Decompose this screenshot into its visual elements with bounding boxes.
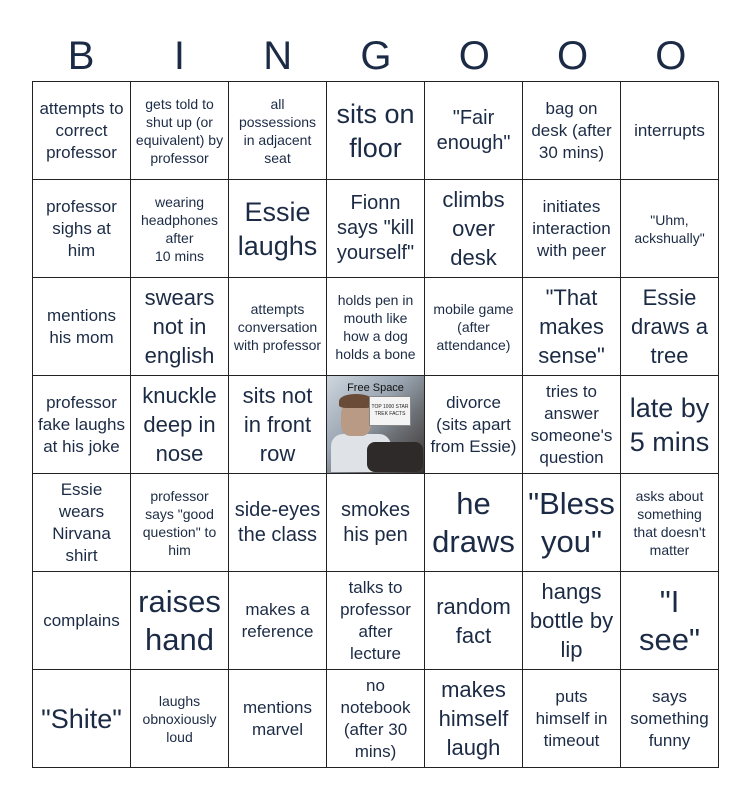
cell-text: complains [43, 610, 120, 630]
bingo-cell[interactable] [229, 376, 327, 474]
cell-text: talks to professor after lecture [340, 577, 411, 663]
bingo-cell[interactable] [229, 670, 327, 768]
header-letter: N [263, 34, 293, 78]
cell-text: bag on desk (after 30 mins) [531, 98, 612, 162]
cell-text: hangs bottle by lip [529, 579, 614, 662]
bingo-cell[interactable] [131, 474, 229, 572]
cell-text: he draws [432, 485, 515, 559]
bingo-cell[interactable] [425, 670, 523, 768]
cell-text: side-eyes the class [234, 498, 321, 546]
cell-text: attempts conversation with professor [233, 300, 322, 353]
bingo-cell[interactable] [523, 670, 621, 768]
header-letter: O [458, 34, 490, 78]
cell-text: says something funny [630, 686, 709, 750]
header-letter: B [67, 34, 95, 78]
header-letter: O [557, 34, 589, 78]
bingo-cell[interactable] [425, 82, 523, 180]
cell-text: professor sighs at him [46, 196, 117, 260]
bingo-cell[interactable] [33, 572, 131, 670]
cell-text: raises hand [138, 583, 221, 657]
cell-text: "Shite" [41, 703, 122, 734]
cell-text: knuckle deep in nose [142, 383, 217, 466]
bingo-cell[interactable] [425, 180, 523, 278]
cell-text: all possessions in adjacent seat [238, 95, 317, 166]
bingo-cell[interactable] [425, 376, 523, 474]
cell-text: late by 5 mins [629, 392, 710, 457]
bingo-cell[interactable] [327, 278, 425, 376]
cell-text: "That makes sense" [538, 285, 605, 368]
bingo-cell[interactable] [425, 278, 523, 376]
cell-text: gets told to shut up (or equivalent) by professor [135, 95, 224, 166]
bingo-cell[interactable] [327, 474, 425, 572]
cell-text: Essie laughs [237, 196, 318, 261]
cell-text: random fact [436, 593, 511, 648]
cell-text: interrupts [634, 120, 705, 140]
bingo-cell[interactable] [425, 474, 523, 572]
bingo-cell[interactable] [229, 278, 327, 376]
free-space-label: Free Space [347, 382, 404, 394]
bingo-grid [32, 81, 719, 768]
cell-text: attempts to correct professor [39, 98, 124, 162]
cell-text: mentions his mom [47, 305, 116, 347]
sign-text: TOP 1000 STAR TREK FACTS [369, 396, 411, 426]
cell-text: mentions marvel [243, 697, 312, 739]
bingo-cell[interactable] [621, 474, 719, 572]
cell-text: laughs obnoxiously loud [142, 692, 217, 745]
bingo-cell[interactable] [621, 572, 719, 670]
bingo-cell[interactable] [229, 82, 327, 180]
bingo-cell[interactable] [621, 670, 719, 768]
cell-text: sits not in front row [242, 383, 313, 466]
bingo-cell[interactable] [131, 376, 229, 474]
cell-text: divorce (sits apart from Essie) [430, 392, 517, 456]
bingo-cell[interactable] [523, 474, 621, 572]
bingo-cell[interactable] [523, 82, 621, 180]
cell-text: smokes his pen [341, 498, 410, 546]
cell-text: "Uhm, ackshually" [634, 211, 705, 246]
bingo-cell[interactable] [523, 572, 621, 670]
cell-text: "Fair enough" [436, 106, 511, 154]
bingo-cell[interactable] [33, 278, 131, 376]
bingo-cell[interactable] [33, 180, 131, 278]
bingo-cell[interactable] [523, 376, 621, 474]
bingo-cell[interactable] [327, 82, 425, 180]
bingo-cell[interactable] [229, 572, 327, 670]
cell-text: wearing headphones after 10 mins [140, 193, 219, 264]
cell-text: makes a reference [241, 599, 314, 641]
bingo-cell[interactable] [33, 670, 131, 768]
cell-text: makes himself laugh [438, 677, 509, 760]
cell-text: professor says "good question" to him [142, 487, 217, 558]
cell-text: professor fake laughs at his joke [38, 392, 125, 456]
bingo-cell[interactable] [131, 278, 229, 376]
cell-text: "I see" [639, 583, 700, 657]
header-letter: I [173, 34, 185, 78]
cell-text: mobile game (after attendance) [433, 300, 514, 353]
bingo-cell[interactable] [33, 474, 131, 572]
header-letter: G [360, 34, 392, 78]
bingo-cell[interactable] [131, 670, 229, 768]
bingo-cell[interactable] [33, 376, 131, 474]
bingo-cell[interactable] [621, 180, 719, 278]
bingo-cell[interactable] [33, 82, 131, 180]
cell-text: climbs over desk [442, 187, 505, 270]
cell-text: tries to answer someone's question [530, 381, 613, 467]
bingo-cell[interactable] [131, 572, 229, 670]
bingo-cell[interactable] [327, 670, 425, 768]
cell-text: "Bless you" [528, 485, 615, 559]
cell-text: holds pen in mouth like how a dog holds a bone [335, 291, 416, 362]
cell-text: Essie draws a tree [630, 285, 709, 368]
bingo-cell[interactable] [229, 474, 327, 572]
cell-text: Essie wears Nirvana shirt [52, 479, 111, 565]
bingo-cell[interactable] [131, 180, 229, 278]
bingo-cell[interactable] [327, 572, 425, 670]
bingo-cell[interactable] [523, 180, 621, 278]
bingo-cell[interactable] [621, 376, 719, 474]
bingo-cell[interactable] [229, 180, 327, 278]
bingo-cell[interactable] [327, 180, 425, 278]
bingo-header [32, 30, 720, 82]
free-space-cell[interactable] [327, 376, 425, 474]
cell-text: initiates interaction with peer [532, 196, 611, 260]
bingo-cell[interactable] [621, 278, 719, 376]
header-letter: O [655, 34, 687, 78]
bingo-cell[interactable] [621, 82, 719, 180]
bingo-cell[interactable] [425, 572, 523, 670]
cell-text: Fionn says "kill yourself" [336, 192, 415, 264]
cell-text: no notebook (after 30 mins) [340, 675, 411, 761]
bingo-cell[interactable] [131, 82, 229, 180]
cell-text: swears not in english [144, 285, 215, 368]
cell-text: puts himself in timeout [535, 686, 608, 750]
bingo-cell[interactable] [523, 278, 621, 376]
cell-text: sits on floor [336, 98, 415, 163]
cell-text: asks about something that doesn't matter [633, 487, 706, 558]
